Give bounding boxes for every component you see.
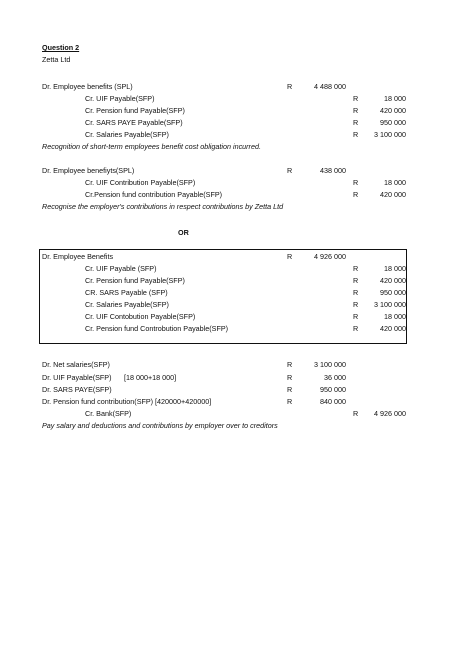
currency-symbol: R (353, 300, 359, 309)
debit-amount: 36 000 (324, 373, 346, 382)
company-name: Zetta Ltd (42, 55, 71, 64)
currency-symbol: R (287, 385, 293, 394)
currency-symbol: R (353, 324, 359, 333)
credit-amount: 18 000 (384, 264, 406, 273)
currency-symbol: R (287, 166, 293, 175)
or-separator: OR (178, 228, 189, 237)
debit-account: Dr. Employee benefits (SPL) (42, 82, 133, 91)
credit-amount: 420 000 (380, 106, 406, 115)
debit-account: Dr. SARS PAYE(SFP) (42, 385, 112, 394)
currency-symbol: R (353, 118, 359, 127)
currency-symbol: R (353, 178, 359, 187)
currency-symbol: R (287, 360, 293, 369)
debit-amount: 4 488 000 (314, 82, 346, 91)
credit-account: Cr. Pension fund Controbution Payable(SFP) (85, 324, 229, 333)
debit-account: Dr. UIF Payable(SFP) (42, 373, 112, 382)
credit-amount: 420 000 (380, 276, 406, 285)
credit-amount: 18 000 (384, 178, 406, 187)
currency-symbol: R (287, 252, 293, 261)
currency-symbol: R (353, 130, 359, 139)
debit-account: Dr. Net salaries(SFP) (42, 360, 110, 369)
credit-amount: 420 000 (380, 324, 406, 333)
credit-amount: 3 100 000 (374, 300, 406, 309)
credit-account: Cr. UIF Payable(SFP) (85, 94, 155, 103)
credit-account: Cr. UIF Payable (SFP) (85, 264, 157, 273)
narration: Recognition of short-term employees benefit cost obligation incurred. (42, 142, 261, 151)
debit-account: Dr. Employee Benefits (42, 252, 114, 261)
currency-symbol: R (287, 82, 293, 91)
credit-amount: 950 000 (380, 118, 406, 127)
currency-symbol: R (353, 94, 359, 103)
credit-amount: 950 000 (380, 288, 406, 297)
currency-symbol: R (353, 276, 359, 285)
currency-symbol: R (353, 106, 359, 115)
credit-amount: 4 926 000 (374, 409, 406, 418)
credit-account: Cr. UIF Contribution Payable(SFP) (85, 178, 196, 187)
credit-account: Cr. Pension fund Payable(SFP) (85, 276, 185, 285)
credit-account: Cr. Bank(SFP) (85, 409, 132, 418)
debit-amount: 3 100 000 (314, 360, 346, 369)
credit-account: Cr. Salaries Payable(SFP) (85, 300, 169, 309)
credit-account: Cr. UIF Contobution Payable(SFP) (85, 312, 196, 321)
credit-account: CR. SARS Payable (SFP) (85, 288, 168, 297)
credit-amount: 3 100 000 (374, 130, 406, 139)
debit-amount: 438 000 (320, 166, 346, 175)
currency-symbol: R (353, 190, 359, 199)
credit-amount: 18 000 (384, 94, 406, 103)
credit-amount: 420 000 (380, 190, 406, 199)
currency-symbol: R (353, 312, 359, 321)
question-title: Question 2 (42, 43, 80, 52)
currency-symbol: R (287, 397, 293, 406)
currency-symbol: R (287, 373, 293, 382)
currency-symbol: R (353, 409, 359, 418)
narration: Pay salary and deductions and contributions by employer over to creditors (42, 421, 278, 430)
debit-amount: 840 000 (320, 397, 346, 406)
currency-symbol: R (353, 264, 359, 273)
calculation-note: [18 000+18 000] (124, 373, 177, 382)
credit-account: Cr. Salaries Payable(SFP) (85, 130, 169, 139)
currency-symbol: R (353, 288, 359, 297)
credit-account: Cr. SARS PAYE Payable(SFP) (85, 118, 183, 127)
credit-amount: 18 000 (384, 312, 406, 321)
debit-amount: 4 926 000 (314, 252, 346, 261)
debit-amount: 950 000 (320, 385, 346, 394)
debit-account: Dr. Pension fund contribution(SFP) [420000+420000] (42, 397, 212, 406)
narration: Recognise the employer's contributions in respect contributions by Zetta Ltd (42, 202, 284, 211)
credit-account: Cr. Pension fund Payable(SFP) (85, 106, 185, 115)
debit-account: Dr. Employee benefiyts(SPL) (42, 166, 135, 175)
credit-account: Cr.Pension fund contribution Payable(SFP) (85, 190, 223, 199)
